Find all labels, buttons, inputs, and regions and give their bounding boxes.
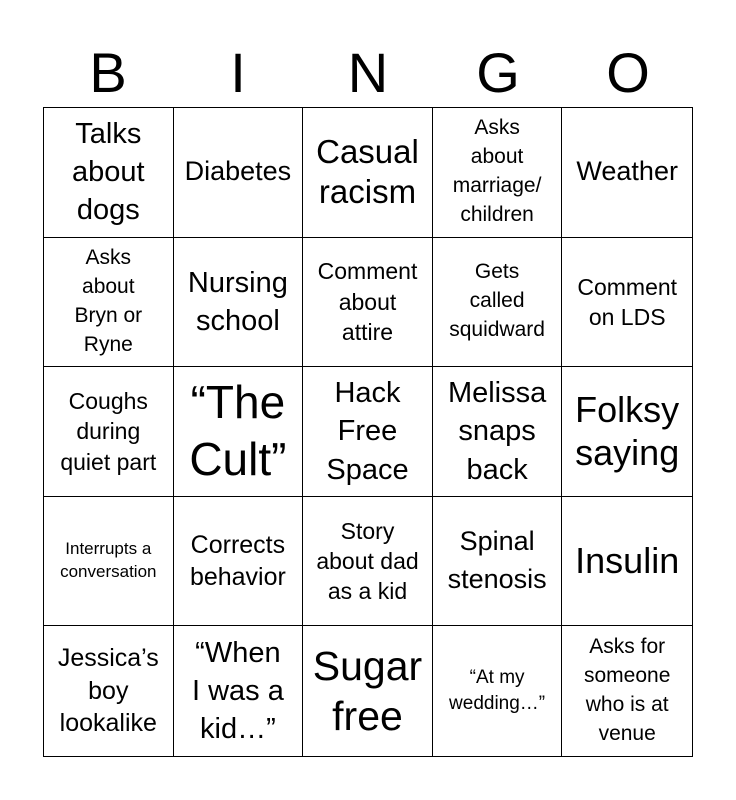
bingo-cell[interactable]: Corrects behavior [174,497,304,627]
bingo-cell[interactable]: Jessica’s boy lookalike [44,626,174,756]
bingo-cell[interactable]: Story about dad as a kid [303,497,433,627]
bingo-cell[interactable]: Melissa snaps back [433,367,563,497]
header-letter-i: I [230,41,246,104]
header-letter-n: N [347,41,389,104]
header-letter-g: G [476,41,520,104]
bingo-cell[interactable]: Insulin [562,497,692,627]
bingo-cell[interactable]: Hack Free Space [303,367,433,497]
bingo-cell[interactable]: Casual racism [303,108,433,238]
bingo-cell[interactable]: Asks about Bryn or Ryne [44,238,174,368]
bingo-cell[interactable]: Diabetes [174,108,304,238]
bingo-cell[interactable]: Interrupts a conversation [44,497,174,627]
bingo-grid [43,107,693,757]
bingo-cell[interactable]: Gets called squidward [433,238,563,368]
header-letter-o: O [606,41,650,104]
bingo-cell[interactable]: Talks about dogs [44,108,174,238]
bingo-cell[interactable]: Asks for someone who is at venue [584,635,671,746]
bingo-cell[interactable]: Weather [562,108,692,238]
bingo-cell[interactable]: Asks about marriage/ children [433,108,563,238]
header-letter-b: B [89,41,127,104]
bingo-cell[interactable]: Coughs during quiet part [44,367,174,497]
bingo-cell[interactable]: Comment about attire [303,238,433,368]
bingo-cell[interactable]: “At my wedding…” [433,626,563,756]
bingo-cell[interactable]: Nursing school [174,238,304,368]
bingo-cell[interactable]: Folksy saying [562,367,692,497]
bingo-cell[interactable]: “The Cult” [174,367,304,497]
bingo-cell[interactable]: Sugar free [303,626,433,756]
bingo-cell[interactable]: Spinal stenosis [433,497,563,627]
bingo-header [43,40,693,106]
bingo-cell[interactable]: Comment on LDS [562,238,692,368]
bingo-cell[interactable]: “When I was a kid…” [174,626,304,756]
